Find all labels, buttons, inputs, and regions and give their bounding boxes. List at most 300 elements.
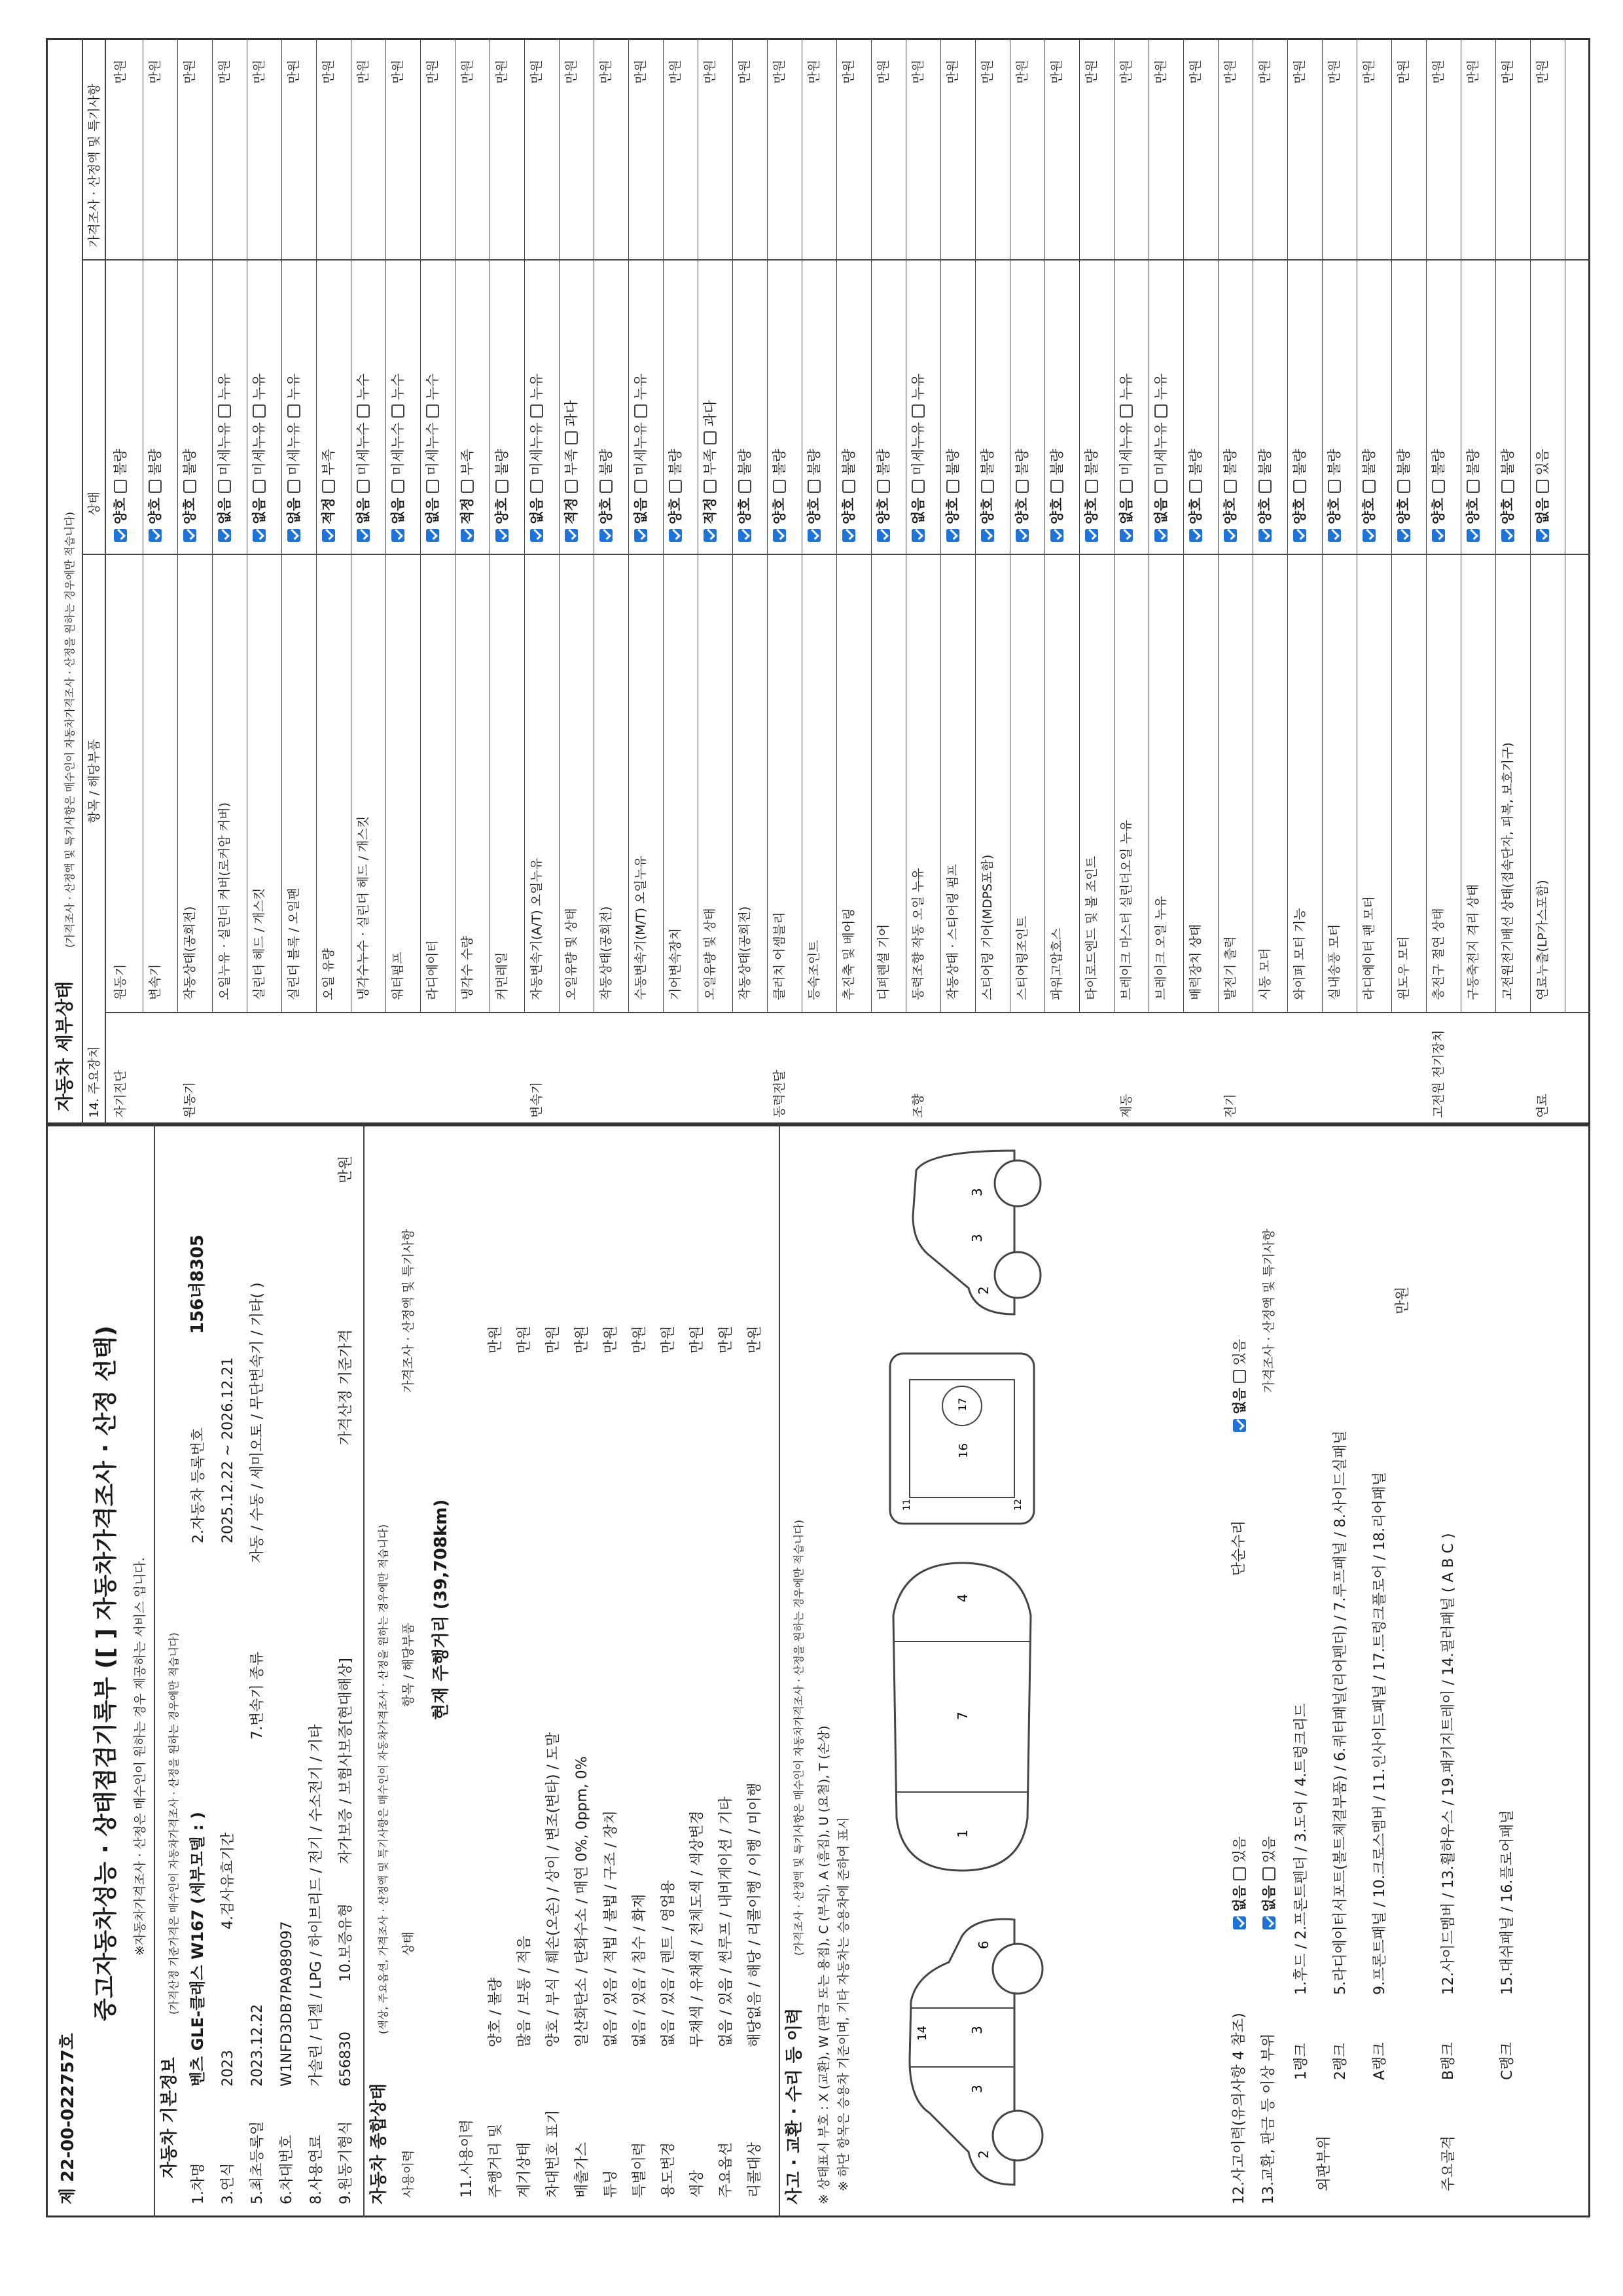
checkbox-checked-icon — [565, 529, 578, 542]
model-year-value: 2023 — [220, 2050, 236, 2087]
detail-item-label: 클러치 어셈블리 — [772, 912, 787, 1000]
overall-row-state[interactable]: 양호 / 불량 — [488, 1977, 504, 2047]
detail-group-label: 자기진단 — [113, 1069, 128, 1118]
row-divider — [975, 38, 976, 1013]
checkbox-icon — [495, 480, 508, 493]
detail-state-options[interactable]: 없음 미세누수 누수 — [354, 374, 372, 542]
detail-row-unit: 만원 — [1015, 60, 1029, 84]
row-divider — [420, 38, 421, 1013]
basic-info-note: (가격산정 기준가격은 매수인이 자동차가격조사 · 산정을 원하는 경우에만 적습니다) — [168, 1632, 180, 2015]
row-divider — [1391, 38, 1392, 1013]
svg-text:7: 7 — [955, 1712, 971, 1720]
checkbox-icon — [704, 431, 717, 444]
checkbox-icon — [253, 404, 266, 418]
checkbox-icon — [391, 480, 404, 493]
svg-text:3: 3 — [969, 2085, 985, 2093]
detail-state-options[interactable]: 없음 미세누유 누유 — [250, 374, 268, 542]
checkbox-checked-icon — [1120, 529, 1133, 542]
detail-state-options[interactable]: 양호 불량 — [944, 449, 962, 542]
checkbox-checked-icon — [1050, 529, 1063, 542]
checkbox-icon — [912, 404, 925, 418]
basic-info-heading: 자동차 기본정보 — [160, 2057, 179, 2178]
detail-row-unit: 만원 — [217, 60, 232, 84]
checkbox-checked-icon — [773, 529, 786, 542]
checkbox-checked-icon — [114, 529, 127, 542]
inspection-validity-value: 2025.12.22 ~ 2026.12.21 — [220, 1357, 236, 1543]
row-divider — [1044, 38, 1045, 1013]
detail-row-unit: 만원 — [356, 60, 370, 84]
overall-row-label: 차대번호 표기 — [545, 2109, 562, 2198]
overall-row-state[interactable]: 많음 / 보통 / 적음 — [516, 1935, 533, 2047]
detail-row-unit: 만원 — [772, 60, 787, 84]
detail-state-options[interactable]: 양호 불량 — [1499, 449, 1517, 542]
accident-note: (가격조사 · 산정액 및 특기사항은 매수인이 자동차가격조사 · 산정을 원하는 경우에만 적습니다) — [793, 1520, 805, 1956]
detail-state-options[interactable]: 없음 미세누수 누수 — [423, 374, 442, 542]
detail-state-options[interactable]: 없음 미세누수 누수 — [389, 374, 407, 542]
checkbox-checked-icon — [391, 529, 404, 542]
inspection-validity-label: 4.검사유효기간 — [220, 1832, 236, 1929]
checkbox-icon — [183, 480, 196, 493]
svg-text:6: 6 — [976, 1941, 991, 1949]
checkbox-icon — [287, 404, 300, 418]
vin-value: W1NFD3DB7PA989097 — [279, 1921, 295, 2087]
svg-text:3: 3 — [969, 1234, 985, 1242]
detail-item-label: 작동상태 · 스티어링 펌프 — [946, 864, 960, 1000]
detail-state-options[interactable]: 양호 불량 — [1360, 449, 1378, 542]
checkbox-icon — [1154, 480, 1168, 493]
detail-item-label: 원동기 — [113, 963, 128, 1000]
detail-row-unit: 만원 — [946, 60, 960, 84]
detail-row-unit: 만원 — [1501, 60, 1515, 84]
detail-col-price: 가격조사 · 산정액 및 특기사항 — [87, 83, 101, 247]
detail-state-options[interactable]: 양호 불량 — [1013, 449, 1031, 542]
checkbox-icon — [634, 480, 647, 493]
car-diagram-top — [864, 1550, 1060, 1890]
repair-parts-label: 13.교환, 판금 등 이상 부위 — [1260, 2033, 1277, 2204]
checkbox-checked-icon — [599, 529, 613, 542]
detail-state-options[interactable]: 양호 불량 — [146, 449, 164, 542]
checkbox-icon — [1120, 404, 1133, 418]
detail-heading: 자동차 세부상태 — [54, 980, 75, 1111]
detail-item-label: 발전기 출력 — [1223, 936, 1238, 1000]
row-divider — [1183, 38, 1184, 1013]
detail-item-label: 라디에이터 팬 모터 — [1362, 896, 1376, 1000]
detail-state-options[interactable]: 양호 불량 — [874, 449, 893, 542]
overall-heading: 자동차 종합상태 — [369, 2083, 389, 2204]
detail-group-label: 고전원 전기장치 — [1431, 1030, 1446, 1118]
detail-state-options[interactable]: 적정 부족 — [458, 449, 476, 542]
row-divider — [1530, 38, 1531, 1013]
checkbox-checked-icon — [912, 529, 925, 542]
checkbox-icon — [981, 480, 994, 493]
checkbox-checked-icon — [461, 529, 474, 542]
detail-item-label: 윈도우 모터 — [1397, 936, 1411, 1000]
checkbox-checked-icon — [1467, 529, 1480, 542]
accident-legend: ※ 상태표시 부호 : X (교환), W (판금 또는 용접), C (부식), A (흠집), U (요철), T (손상) — [817, 1725, 831, 2204]
checkbox-icon — [426, 404, 439, 418]
rankA-items: 9.프론트패널 / 10.크로스멤버 / 11.인사이드패널 / 17.트렁크플로어 / 18.리어패널 — [1372, 1471, 1388, 1995]
overall-row-unit: 만원 — [747, 1325, 763, 1354]
rank1-label: 1랭크 — [1293, 2043, 1310, 2080]
detail-group-label: 연료 — [1535, 1094, 1550, 1118]
checkbox-icon — [1536, 480, 1549, 493]
row-divider — [1114, 38, 1115, 1013]
svg-text:3: 3 — [969, 1188, 985, 1196]
detail-state-options[interactable]: 양호 불량 — [1291, 449, 1309, 542]
rank1-items: 1.후드 / 2.프론트펜더 / 3.도어 / 4.트렁크리드 — [1293, 1703, 1310, 1995]
rankC-label: C랭크 — [1499, 2042, 1516, 2080]
car-diagram-rear — [864, 1138, 1060, 1327]
checkbox-icon — [1501, 480, 1514, 493]
checkbox-icon — [877, 480, 890, 493]
detail-state-options[interactable]: 없음 미세누유 누유 — [527, 374, 546, 542]
engine-type-label: 9.원동기형식 — [338, 2121, 354, 2204]
row-divider — [1322, 38, 1323, 1013]
overall-row-label: 용도변경 — [660, 2142, 677, 2198]
checkbox-icon — [773, 480, 786, 493]
detail-row-unit: 만원 — [148, 60, 162, 84]
detail-state-options[interactable]: 양호 불량 — [1325, 449, 1344, 542]
checkbox-icon — [357, 480, 370, 493]
detail-item-label: 오일유량 및 상태 — [564, 908, 579, 1000]
svg-text:11: 11 — [902, 1499, 912, 1511]
checkbox-icon — [669, 480, 682, 493]
checkbox-icon — [114, 480, 127, 493]
overall-row-unit: 만원 — [574, 1325, 590, 1354]
checkbox-icon — [1050, 480, 1063, 493]
checkbox-icon — [1432, 480, 1445, 493]
detail-note: (가격조사 · 산정액 및 특기사항은 매수인이 자동차가격조사 · 산정을 원하는 경우에만 적습니다) — [63, 512, 76, 948]
overall-row-label: 11.사용이력 — [459, 2119, 475, 2198]
detail-state-options[interactable]: 양호 불량 — [181, 449, 199, 542]
checkbox-checked-icon — [183, 529, 196, 542]
detail-state-options[interactable]: 양호 불량 — [1395, 449, 1413, 542]
document-number: 제 22-00-022757호 — [58, 2033, 78, 2204]
checkbox-icon — [1233, 1370, 1246, 1383]
detail-item-label: 등속조인트 — [807, 940, 821, 1000]
detail-row-unit: 만원 — [425, 60, 440, 84]
overall-row-label: 튜닝 — [603, 2170, 619, 2198]
detail-state-options[interactable]: 양호 불량 — [1082, 449, 1101, 542]
checkbox-checked-icon — [495, 529, 508, 542]
detail-state-options[interactable]: 없음 미세누유 누유 — [215, 374, 234, 542]
checkbox-icon — [808, 480, 821, 493]
detail-state-options[interactable]: 없음 미세누유 누유 — [285, 374, 303, 542]
detail-item-label: 브레이크 오일 누유 — [1154, 896, 1168, 1000]
detail-item-label: 작동상태(공회전) — [738, 906, 752, 1000]
accident-history-none[interactable]: 없음 있음 — [1230, 1837, 1249, 1929]
overall-row-unit: 만원 — [632, 1325, 648, 1354]
repair-parts-none[interactable]: 없음 있음 — [1260, 1837, 1278, 1929]
overall-row-unit: 만원 — [603, 1325, 619, 1354]
detail-row-unit: 만원 — [980, 60, 995, 84]
detail-state-options[interactable]: 양호 불량 — [1429, 449, 1448, 542]
detail-row-unit: 만원 — [1397, 60, 1411, 84]
simple-repair-none[interactable]: 없음 있음 — [1230, 1339, 1249, 1432]
detail-item-label: 라디에이터 — [425, 940, 440, 1000]
transmission-options: 자동 / 수동 / 세미오토 / 무단변속기 / 기타( ) — [249, 1282, 266, 1563]
overall-row-label: 주행거리 및 — [488, 2123, 504, 2198]
row-divider — [663, 38, 664, 1013]
checkbox-icon — [1397, 480, 1410, 493]
checkbox-checked-icon — [357, 529, 370, 542]
detail-row-unit: 만원 — [599, 60, 613, 84]
detail-row-unit: 만원 — [1119, 60, 1133, 84]
detail-row-unit: 만원 — [564, 60, 579, 84]
detail-state-options[interactable]: 없음 있음 — [1533, 449, 1552, 542]
detail-row-unit: 만원 — [1466, 60, 1480, 84]
overall-col-price: 가격조사 · 산정액 및 특기사항 — [401, 1229, 416, 1393]
registration-label: 2.자동차 등록번호 — [190, 1427, 207, 1543]
detail-state-options[interactable]: 없음 미세누유 누유 — [632, 374, 650, 542]
overall-row-unit: 만원 — [545, 1325, 562, 1354]
detail-item-label: 브레이크 마스터 실린더오일 누유 — [1119, 819, 1133, 1000]
overall-row-state[interactable]: 없음 / 있음 / 적법 / 불법 / 구조 / 장치 — [603, 1810, 619, 2047]
overall-row-label: 주요옵션 — [718, 2142, 734, 2198]
detail-state-options[interactable]: 양호 불량 — [493, 449, 511, 542]
detail-item-label: 오일유량 및 상태 — [703, 908, 717, 1000]
checkbox-checked-icon — [1189, 529, 1202, 542]
detail-row-unit: 만원 — [183, 60, 197, 84]
overall-col-state: 상태 — [401, 1931, 416, 1956]
detail-state-options[interactable]: 없음 미세누유 누유 — [1117, 374, 1135, 542]
overall-row-label: 계기상태 — [516, 2142, 533, 2198]
checkbox-icon — [912, 480, 925, 493]
fuel-options: 가솔린 / 디젤 / LPG / 하이브리드 / 전기 / 수소전기 / 기타 — [308, 1724, 325, 2087]
detail-state-options[interactable]: 양호 불량 — [736, 449, 754, 542]
accident-heading: 사고 · 교환 · 수리 등 이력 — [785, 2007, 804, 2204]
detail-state-options[interactable]: 양호 불량 — [805, 449, 823, 542]
overall-row-label: 색상 — [689, 2170, 705, 2198]
checkbox-checked-icon — [253, 529, 266, 542]
checkbox-icon — [287, 480, 300, 493]
checkbox-icon — [530, 404, 543, 418]
rank2-items: 5.라디에이터서포트(볼트체결부품) / 6.쿼터패널(리어펜더) / 7.루프패널 / 8.사이드실패널 — [1332, 1430, 1349, 1995]
row-divider — [1218, 38, 1219, 1013]
checkbox-icon — [1467, 480, 1480, 493]
svg-text:2: 2 — [976, 2150, 991, 2159]
checkbox-checked-icon — [1536, 529, 1549, 542]
checkbox-checked-icon — [1293, 529, 1306, 542]
detail-row-unit: 만원 — [738, 60, 752, 84]
outer-panel-label: 외판부위 — [1316, 2135, 1332, 2191]
checkbox-checked-icon — [1262, 1916, 1275, 1929]
row-divider — [836, 38, 837, 1013]
overall-row-state[interactable]: 없음 / 있음 / 침수 / 화재 — [632, 1893, 648, 2047]
detail-item-label: 작동상태(공회전) — [599, 906, 613, 1000]
checkbox-checked-icon — [322, 529, 335, 542]
detail-state-options[interactable]: 적정 부족 — [319, 449, 338, 542]
row-divider — [1426, 38, 1427, 1013]
detail-item-label: 실린더 헤드 / 개스킷 — [252, 888, 266, 1000]
overall-row-unit: 만원 — [689, 1325, 705, 1354]
checkbox-icon — [149, 480, 162, 493]
detail-item-label: 동력조향 작동 오일 누유 — [911, 868, 925, 1000]
detail-row-unit: 만원 — [252, 60, 266, 84]
detail-row-unit: 만원 — [529, 60, 544, 84]
detail-state-options[interactable]: 적정 부족 과다 — [562, 400, 580, 542]
detail-row-unit: 만원 — [1431, 60, 1446, 84]
accident-unit: 만원 — [1395, 1286, 1411, 1314]
checkbox-checked-icon — [1154, 529, 1168, 542]
overall-row-label: 리콜대상 — [747, 2142, 763, 2198]
rankA-label: A랭크 — [1372, 2042, 1388, 2080]
row-divider — [316, 38, 317, 1013]
checkbox-checked-icon — [704, 529, 717, 542]
overall-row-state[interactable]: 해당없음 / 해당 / 리콜이행 / 이행 / 미이행 — [747, 1782, 763, 2047]
checkbox-checked-icon — [1085, 529, 1098, 542]
detail-col-state: 상태 — [87, 492, 101, 516]
overall-row-state[interactable]: 없음 / 있음 / 렌트 / 영업용 — [660, 1880, 677, 2047]
transmission-label: 7.변속기 종류 — [249, 1651, 266, 1740]
detail-row-unit: 만원 — [703, 60, 717, 84]
detail-row-unit: 만원 — [1188, 60, 1203, 84]
svg-text:16: 16 — [957, 1443, 971, 1458]
checkbox-checked-icon — [808, 529, 821, 542]
overall-note: (색상, 주요옵션, 가격조사 · 산정액 및 특기사항은 매수인이 자동차가격조사 · 산정을 원하는 경우에만 적습니다) — [377, 1524, 389, 2034]
detail-group-label: 조향 — [911, 1094, 925, 1118]
detail-item-label: 충전구 절연 상태 — [1431, 908, 1446, 1000]
detail-state-options[interactable]: 양호 불량 — [1464, 449, 1482, 542]
checkbox-checked-icon — [287, 529, 300, 542]
row-divider — [177, 38, 178, 1013]
detail-row-unit: 만원 — [495, 60, 509, 84]
price-basis-unit: 만원 — [338, 1155, 354, 1183]
detail-state-options[interactable]: 없음 미세누유 누유 — [909, 374, 927, 542]
checkbox-icon — [426, 480, 439, 493]
checkbox-icon — [565, 431, 578, 444]
checkbox-checked-icon — [877, 529, 890, 542]
checkbox-checked-icon — [1397, 529, 1410, 542]
detail-state-options[interactable]: 양호 불량 — [840, 449, 858, 542]
detail-row-unit: 만원 — [1223, 60, 1238, 84]
accident-price-col: 가격조사 · 산정액 및 특기사항 — [1262, 1229, 1276, 1393]
detail-state-options[interactable]: 양호 불량 — [111, 449, 130, 542]
detail-item-label: 커먼레일 — [495, 952, 509, 1000]
checkbox-icon — [704, 480, 717, 493]
detail-state-options[interactable]: 양호 불량 — [770, 449, 789, 542]
detail-state-options[interactable]: 양호 불량 — [1256, 449, 1274, 542]
row-divider — [1079, 38, 1080, 1013]
checkbox-icon — [1258, 480, 1272, 493]
detail-item-label: 수동변속기(M/T) 오일누유 — [633, 855, 648, 1000]
checkbox-checked-icon — [946, 529, 959, 542]
current-mileage: 현재 주행거리 (39,708km) — [431, 1499, 451, 1720]
detail-row-unit: 만원 — [1154, 60, 1168, 84]
checkbox-checked-icon — [981, 529, 994, 542]
checkbox-checked-icon — [1233, 1419, 1246, 1432]
checkbox-checked-icon — [842, 529, 855, 542]
detail-state-options[interactable]: 양호 불량 — [1048, 449, 1066, 542]
checkbox-icon — [946, 480, 959, 493]
detail-item-label: 연료누출(LP가스포함) — [1535, 880, 1550, 1000]
svg-text:17: 17 — [956, 1397, 969, 1411]
car-diagram-side — [864, 1910, 1060, 2198]
overall-row-state[interactable]: 일산화탄소 / 탄화수소 / 매연 0%, 0ppm, 0% — [574, 1756, 590, 2047]
svg-text:4: 4 — [955, 1594, 971, 1602]
detail-row-unit: 만원 — [321, 60, 336, 84]
detail-item-label: 변속기 — [148, 963, 162, 1000]
detail-state-options[interactable]: 없음 미세누유 누유 — [1152, 374, 1170, 542]
checkbox-icon — [530, 480, 543, 493]
detail-row-unit: 만원 — [460, 60, 474, 84]
fuel-label: 8.사용연료 — [308, 2135, 325, 2204]
car-diagram-frame — [864, 1340, 1060, 1537]
checkbox-icon — [1154, 404, 1168, 418]
detail-item-label: 오일누유 · 실린더 커버(로커암 커버) — [217, 802, 232, 1000]
checkbox-icon — [253, 480, 266, 493]
detail-row-unit: 만원 — [633, 60, 648, 84]
detail-state-options[interactable]: 양호 불량 — [1186, 449, 1205, 542]
detail-row-unit: 만원 — [1327, 60, 1342, 84]
overall-row-unit: 만원 — [718, 1325, 734, 1354]
overall-row-state[interactable]: 없음 / 있음 / 썬루프 / 내비게이션 / 기타 — [718, 1796, 734, 2047]
detail-item-label: 자동변속기(A/T) 오일누유 — [529, 857, 544, 1000]
detail-item-label: 타이로드엔드 및 볼 조인트 — [1084, 855, 1099, 1000]
checkbox-checked-icon — [738, 529, 751, 542]
rankC-items: 15.대쉬패널 / 16.플로어패널 — [1499, 1810, 1516, 1995]
overall-row-label: 배출가스 — [574, 2142, 590, 2198]
checkbox-icon — [391, 404, 404, 418]
detail-item-label: 시동 모터 — [1258, 948, 1272, 1000]
checkbox-checked-icon — [1016, 529, 1029, 542]
detail-col-main: 14. 주요장치 — [87, 1046, 101, 1118]
detail-group-label: 전기 — [1223, 1094, 1238, 1118]
row-divider — [940, 38, 941, 1013]
detail-state-options[interactable]: 적정 부족 과다 — [701, 400, 719, 542]
detail-row-unit: 만원 — [287, 60, 301, 84]
checkbox-icon — [1120, 480, 1133, 493]
checkbox-checked-icon — [1258, 529, 1272, 542]
overall-row-state[interactable]: 무채색 / 유채색 / 전체도색 / 색상변경 — [689, 1810, 705, 2047]
overall-row-state[interactable]: 양호 / 부식 / 훼손(오손) / 상이 / 변조(변타) / 도말 — [545, 1732, 562, 2047]
checkbox-checked-icon — [1501, 529, 1514, 542]
warranty-options: 자가보증 / 보험사보증[현대해상] — [338, 1658, 354, 1864]
rankB-label: B랭크 — [1440, 2042, 1457, 2080]
detail-item-label: 실린더 블록 / 오일팬 — [287, 888, 301, 1000]
detail-state-options[interactable]: 양호 불량 — [666, 449, 685, 542]
detail-state-options[interactable]: 양호 불량 — [1221, 449, 1240, 542]
detail-state-options[interactable]: 양호 불량 — [978, 449, 997, 542]
checkbox-icon — [218, 480, 231, 493]
detail-row-unit: 만원 — [1362, 60, 1376, 84]
rankB-items: 12.사이드멤버 / 13.휠하우스 / 19.패키지트레이 / 14.필러패널 ( A B C ) — [1440, 1533, 1457, 1995]
overall-col-item: 항목 / 해당부품 — [401, 1623, 416, 1707]
detail-row-unit: 만원 — [876, 60, 891, 84]
checkbox-icon — [1293, 480, 1306, 493]
detail-row-unit: 만원 — [1084, 60, 1099, 84]
detail-group-label: 제동 — [1119, 1094, 1133, 1118]
detail-item-label: 오일 유량 — [321, 948, 336, 1000]
detail-col-item: 항목 / 해당부품 — [87, 739, 101, 823]
detail-row-unit: 만원 — [113, 60, 128, 84]
checkbox-icon — [1189, 480, 1202, 493]
checkbox-icon — [599, 480, 613, 493]
checkbox-checked-icon — [1224, 529, 1237, 542]
checkbox-checked-icon — [530, 529, 543, 542]
checkbox-icon — [842, 480, 855, 493]
detail-row-unit: 만원 — [1535, 60, 1550, 84]
vin-label: 6.차대번호 — [279, 2135, 295, 2204]
main-frame-label: 주요골격 — [1440, 2135, 1457, 2191]
row-divider — [281, 38, 282, 1013]
row-divider — [212, 38, 213, 1013]
row-divider — [1287, 38, 1288, 1013]
detail-state-options[interactable]: 양호 불량 — [597, 449, 615, 542]
first-registration-label: 5.최초등록일 — [249, 2121, 266, 2204]
detail-item-label: 스티어링 기어(MDPS포함) — [980, 854, 995, 1000]
overall-row-unit: 만원 — [488, 1325, 504, 1354]
